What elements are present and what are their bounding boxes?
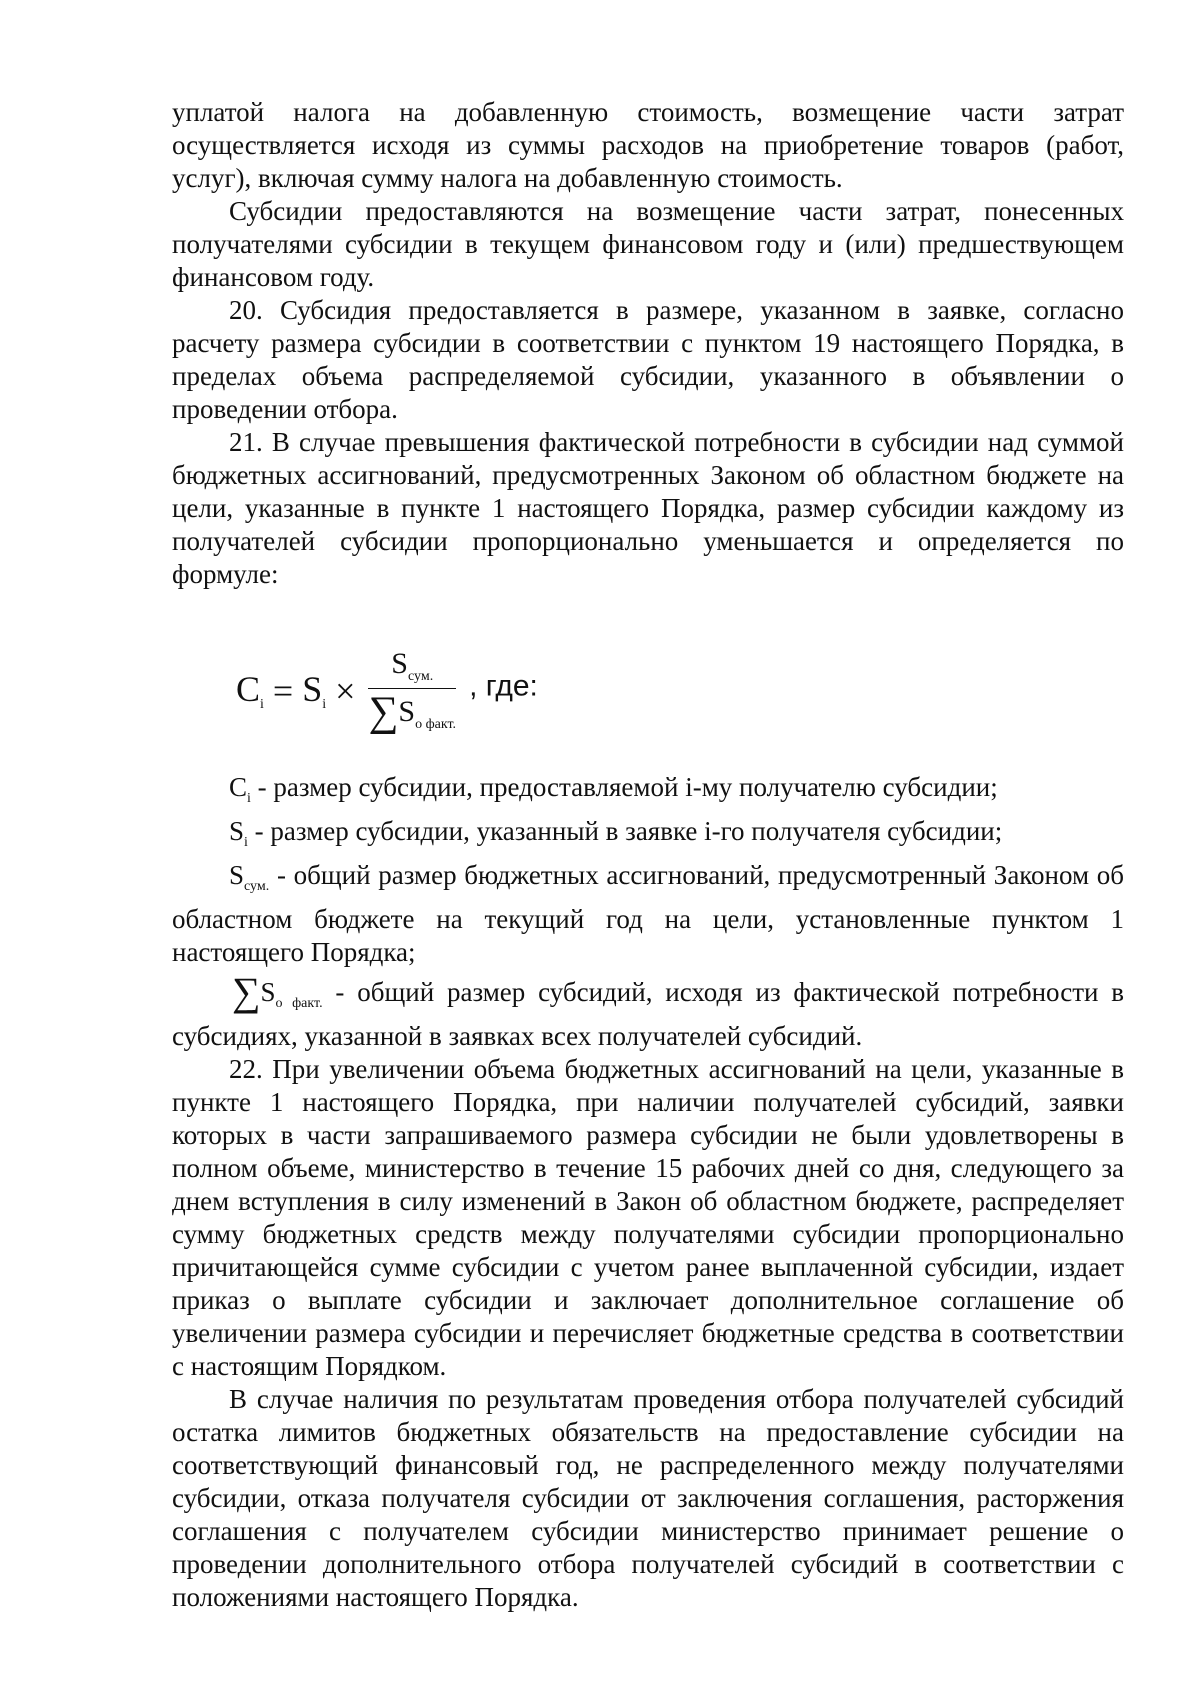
paragraph-subsidy-purpose: Субсидии предоставляются на возмещение части затрат, понесенных получателями субсидии в текущем финансовом году и (или) предшествующем финансовом году. (172, 196, 1124, 292)
paragraph-item-22: 22. При увеличении объема бюджетных ассигнований на цели, указанные в пункте 1 настоящего Порядка, при наличии получателей субсидий, заявки которых в части запрашиваемого размера субсидии не были удовлетворены в полном объеме, министерство в течение 15 рабочих дней со дня, следующего за днем вступления в силу изменений в Закон об областном бюджете, распределяет сумму бюджетных средств между получателями субсидии пропорционально причитающейся сумме субсидии с учетом ранее выплаченной субсидии, издает приказ о выплате субсидии и заключает дополнительное соглашение об увеличении размера субсидии и перечисляет бюджетные средства в соответствии с настоящим Порядком. (172, 1054, 1124, 1381)
definition-c-i: $C_i$ - размер субсидии, предоставляемой i-му получателю субсидии; (229, 772, 998, 806)
sigma-icon: ∑ (232, 969, 261, 1014)
paragraph-vat-continuation: уплатой налога на добавленную стоимость, возмещение части затрат осуществляется исходя из суммы расходов на приобретение товаров (работ, услуг), включая сумму налога на добавленную стоимость. (172, 97, 1124, 193)
document-page (172, 96, 1124, 1614)
paragraph-item-20: 20. Субсидия предоставляется в размере, указанном в заявке, согласно расчету размера субсидии в соответствии с пунктом 19 настоящего Порядка, в пределах объема распределяемой субсидии, указанного в объявлении о проведении отбора. (172, 295, 1124, 424)
formula-times: × (335, 671, 356, 711)
formula-equals: = (272, 671, 294, 711)
formula-numerator: $S_{сум.}$ (368, 649, 456, 689)
definition-s-i: $S_i$ - размер субсидии, указанный в заявке i-го получателя субсидии; (229, 816, 1003, 850)
formula-lhs: $C_i$ (236, 668, 264, 712)
formula-tail: , где: (469, 669, 538, 703)
sigma-icon: ∑ (368, 689, 399, 735)
definition-s-sum: $S_{сум.}$ - общий размер бюджетных ассигнований, предусмотренный Законом об областном бюджете на текущий год на цели, установленные пунктом 1 настоящего Порядка; (172, 860, 1124, 967)
definition-s-fact: $\sum S_{о факт.}$ - общий размер субсидий, исходя из фактической потребности в субсидиях, указанной в заявках всех получателей субсидий. (172, 969, 1125, 1051)
paragraph-additional-selection: В случае наличия по результатам проведения отбора получателей субсидий остатка лимитов бюджетных обязательств на предоставление субсидии на соответствующий финансовый год, не распределенного между получателями субсидии, отказа получателя субсидии от заключения соглашения, расторжения соглашения с получателем субсидии министерство принимает решение о проведении дополнительного отбора получателей субсидий в соответствии с положениями настоящего Порядка. (172, 1384, 1124, 1612)
formula-block (172, 601, 1124, 771)
formula-s-i: $S_i$ (302, 668, 327, 712)
subsidy-formula (236, 649, 538, 733)
formula-denominator: $\sum S_{о факт.}$ (368, 689, 457, 735)
paragraph-item-21: 21. В случае превышения фактической потребности в субсидии над суммой бюджетных ассигнований, предусмотренных Законом об областном бюджете на цели, указанные в пункте 1 настоящего Порядка, размер субсидии каждому из получателей субсидии пропорционально уменьшается и определяется по формуле: (172, 427, 1124, 589)
formula-fraction (368, 649, 456, 733)
